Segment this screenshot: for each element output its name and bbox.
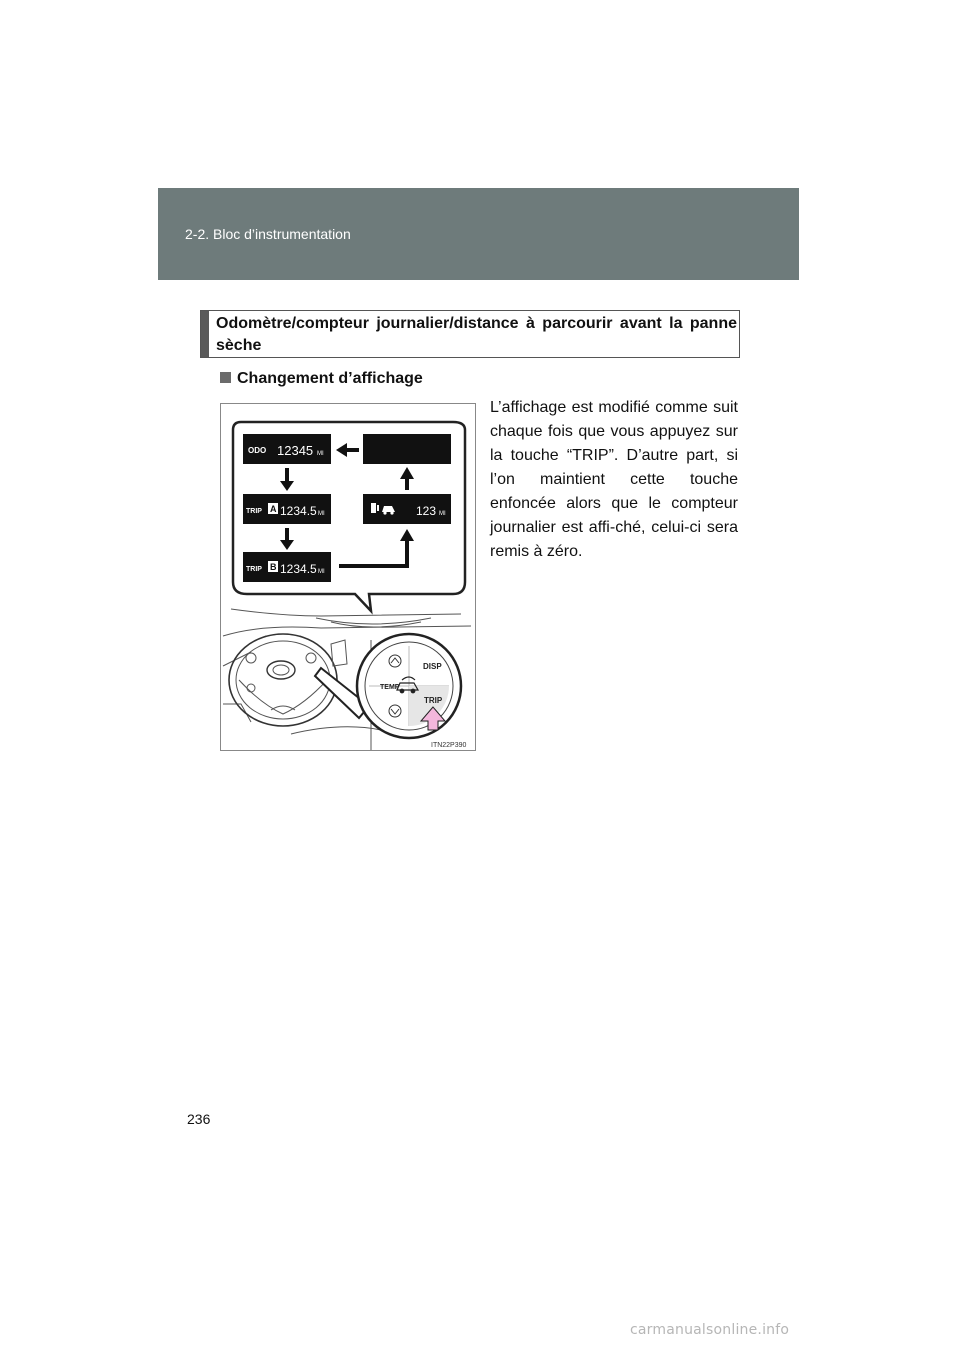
display-trip-b-unit: MI [318,569,325,575]
display-trip-b-value: 1234.5 [280,562,317,576]
page-number: 236 [187,1111,211,1127]
display-range [363,494,451,524]
subsection-heading [220,370,423,388]
subsection-title: Changement d’affichage [237,370,423,387]
display-odo-label: ODO [248,446,267,455]
display-trip-b-label: TRIP [246,566,262,573]
down-button-icon [389,705,401,717]
display-blank [363,434,451,464]
temp-button-label[interactable]: TEMP [380,684,400,691]
trip-b-badge: B [270,562,277,572]
trip-a-badge: A [270,504,277,514]
dashboard-illustration [221,404,476,751]
display-trip-a-value: 1234.5 [280,504,317,518]
trip-button-label[interactable]: TRIP [424,696,443,705]
up-button-icon [389,655,401,667]
section-title: Odomètre/compteur journalier/distance à parcourir avant la panne sèche [216,315,737,354]
section-heading-box [200,310,740,358]
square-bullet-icon [220,372,231,383]
illustration-figure [220,403,476,751]
display-odo-unit: MI [317,451,324,457]
body-paragraph: L’affichage est modifié comme suit chaque fois que vous appuyez sur la touche “TRIP”. D’autre part, si l’on maintient cette touche enfoncée alors que le compteur journalier est affi-ché, celui-ci sera remis à zéro. [490,399,738,560]
display-range-value: 123 [416,504,437,518]
display-trip-a-label: TRIP [246,508,262,515]
display-range-unit: MI [439,511,446,517]
figure-code: ITN22P390 [431,742,467,749]
display-odo-value: 12345 [277,443,314,458]
watermark[interactable]: carmanualsonline.info [630,1322,790,1338]
header-band [158,188,799,280]
disp-button-label[interactable]: DISP [423,662,442,671]
section-heading-bar [201,311,209,357]
breadcrumb: 2-2. Bloc d’instrumentation [185,226,351,242]
display-trip-a-unit: MI [318,511,325,517]
